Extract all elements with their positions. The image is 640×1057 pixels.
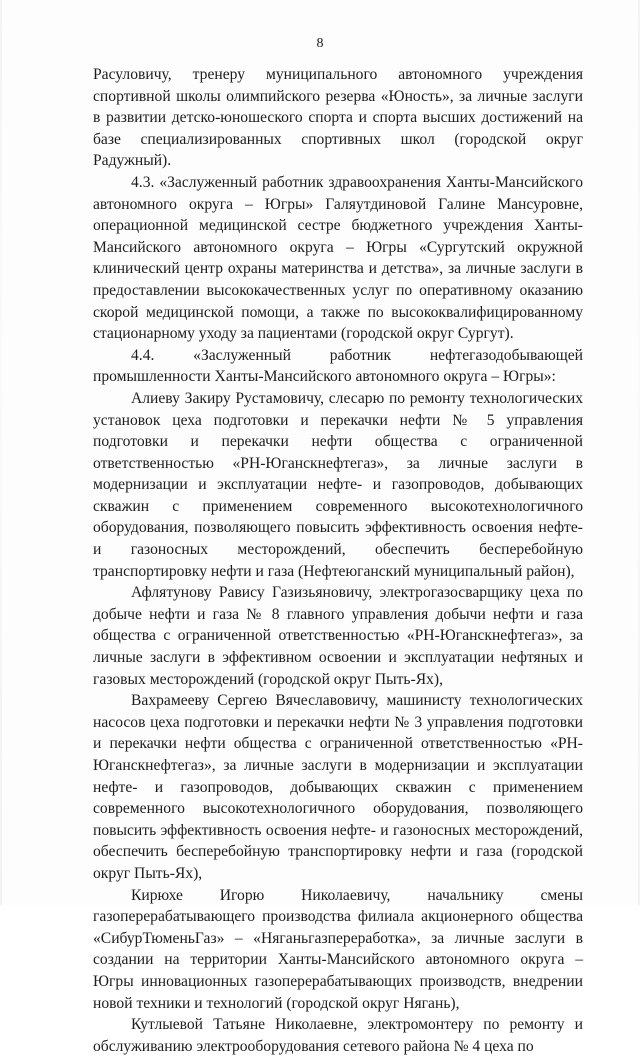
paragraph-4-3-healthcare-award: 4.3. «Заслуженный работник здравоохранения Ханты-Мансийского автономного округа – Югры» Галяутдиновой Галине Мансуровне, операционной медицинской сестре бюджетного учреждения Ханты-Мансийского автономного округа – Югры «Сургутский окружной клинический центр охраны материнства и детства», за личные заслуги в предоставлении высококачественных услуг по оперативному оказанию скорой медицинской помощи, а также по высококвалифицированному стационарному уходу за пациентами (городской округ Сургут). — [93, 173, 583, 343]
document-body — [93, 64, 583, 1057]
page-number: 8 — [316, 36, 324, 51]
paragraph-kutlyeva: Кутлыевой Татьяне Николаевне, электромонтеру по ремонту и обслуживанию электрооборудования сетевого района № 4 цеха по — [93, 1016, 583, 1055]
scan-edge-left — [0, 0, 2, 905]
paragraph-continuation-rasulovich: Расуловичу, тренеру муниципального автономного учреждения спортивной школы олимпийского резерва «Юность», за личные заслуги в развитии детско-юношеского спорта и спорта высших достижений на базе специализированных спортивных школ (городской округ Радужный). — [93, 66, 583, 170]
paragraph-4-4-oil-gas-award: 4.4. «Заслуженный работник нефтегазодобывающей промышленности Ханты-Мансийского автономного округа – Югры»: — [93, 346, 583, 386]
paragraph-vakhrameev: Вахрамееву Сергею Вячеславовичу, машинисту технологических насосов цеха подготовки и перекачки нефти № 3 управления подготовки и перекачки нефти общества с ограниченной ответственностью «РН-Юганскнефтегаз», за личные заслуги в модернизации и эксплуатации нефте- и газопроводов, добывающих скважин с применением современного высокотехнологичного оборудования, позволяющего повысить эффективность освоения нефте- и газоносных месторождений, обеспечить бесперебойную транспортировку нефти и газа (городской округ Пыть-Ях), — [93, 692, 583, 882]
paragraph-aflyatunov: Афлятунову Равису Газизьяновичу, электрогазосварщику цеха по добыче нефти и газа № 8 главного управления добычи нефти и газа общества с ограниченной ответственностью «РН-Юганскнефтегаз», за личные заслуги в эффективном освоении и эксплуатации нефтяных и газовых месторождений (городской округ Пыть-Ях), — [93, 584, 583, 688]
paragraph-kiryukha: Кирюхе Игорю Николаевичу, начальнику смены газоперерабатывающего производства филиала акционерного общества «СибурТюменьГаз» – «Няганьгазпереработка», за личные заслуги в создании на территории Ханты-Мансийского автономного округа – Югры инновационных газоперерабатывающих производств, внедрении новой техники и технологий (городской округ Нягань), — [93, 886, 583, 1012]
paragraph-aliev: Алиеву Закиру Рустамовичу, слесарю по ремонту технологических установок цеха подготовки и перекачки нефти № 5 управления подготовки и перекачки нефти общества с ограниченной ответственностью «РН-Юганскнефтегаз», за личные заслуги в модернизации и эксплуатации нефте- и газопроводов, добывающих скважин с применением современного высокотехнологичного оборудования, позволяющего повысить эффективность освоения нефте- и газоносных месторождений, обеспечить бесперебойную транспортировку нефти и газа (Нефтеюганский муниципальный район), — [93, 389, 583, 580]
